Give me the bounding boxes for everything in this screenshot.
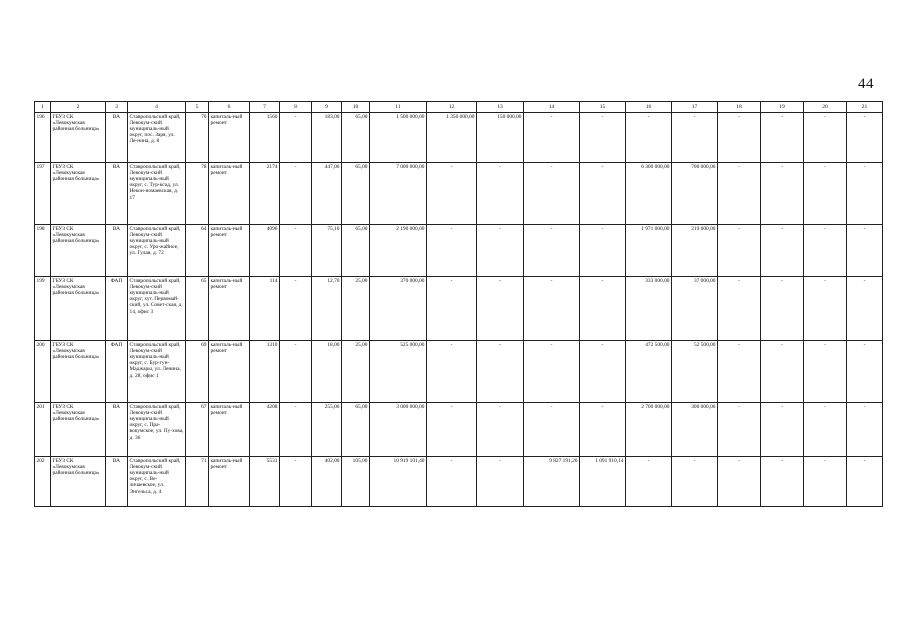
cell-col5: 71 — [186, 457, 209, 507]
cell-col20: - — [804, 457, 847, 507]
organization-cell: ГБУЗ СК «Левокумская районная больница» — [51, 457, 106, 507]
column-header: 16 — [626, 102, 672, 113]
cell-col20: - — [804, 403, 847, 457]
cell-col8: - — [280, 225, 312, 277]
cell-col21: - — [847, 457, 883, 507]
cell-col12: 1 350 000,00 — [427, 113, 477, 163]
work-type-cell: капиталь-ный ремонт — [209, 341, 250, 403]
address-cell: Ставропольский край, Левокум-ский муниципаль-ный округ, с. Бур-гун-Маджары, ул. Ленина, д. 28, офис 1 — [128, 341, 186, 403]
cell-col20: - — [804, 113, 847, 163]
cell-col14: - — [524, 163, 580, 225]
column-header: 19 — [761, 102, 804, 113]
cell-col8: - — [280, 341, 312, 403]
cell-col20: - — [804, 341, 847, 403]
cell-col11: 525 000,00 — [370, 341, 427, 403]
cell-col9: 18,00 — [312, 341, 342, 403]
organization-cell: ГБУЗ СК «Левокумская районная больница» — [51, 225, 106, 277]
cell-col18: - — [718, 113, 761, 163]
facility-type-cell: ВА — [106, 403, 128, 457]
cell-col17: 37 000,00 — [672, 277, 718, 341]
cell-col12: - — [427, 457, 477, 507]
column-header: 13 — [477, 102, 524, 113]
cell-col11: 7 000 000,00 — [370, 163, 427, 225]
cell-col14: 9 827 191,26 — [524, 457, 580, 507]
cell-col16: 2 700 000,00 — [626, 403, 672, 457]
row-number: 200 — [35, 341, 51, 403]
cell-col16: 1 971 000,00 — [626, 225, 672, 277]
cell-col19: - — [761, 225, 804, 277]
facility-type-cell: ФАП — [106, 277, 128, 341]
cell-col13: - — [477, 163, 524, 225]
facility-type-cell: ВА — [106, 113, 128, 163]
table-row — [35, 163, 883, 225]
cell-col5: 78 — [186, 163, 209, 225]
cell-col14: - — [524, 341, 580, 403]
cell-col21: - — [847, 113, 883, 163]
cell-col8: - — [280, 163, 312, 225]
column-header: 12 — [427, 102, 477, 113]
organization-cell: ГБУЗ СК «Левокумская районная больница» — [51, 113, 106, 163]
facility-type-cell: ВА — [106, 163, 128, 225]
row-number: 199 — [35, 277, 51, 341]
cell-col19: - — [761, 277, 804, 341]
row-number: 201 — [35, 403, 51, 457]
cell-col12: - — [427, 341, 477, 403]
cell-col16: 472 500,00 — [626, 341, 672, 403]
cell-col10: 65,00 — [342, 403, 370, 457]
cell-col17: - — [672, 113, 718, 163]
cell-col15: - — [580, 403, 626, 457]
cell-col8: - — [280, 277, 312, 341]
row-number: 202 — [35, 457, 51, 507]
cell-col19: - — [761, 341, 804, 403]
cell-col16: 333 000,00 — [626, 277, 672, 341]
cell-col21: - — [847, 163, 883, 225]
organization-cell: ГБУЗ СК «Левокумская районная больница» — [51, 403, 106, 457]
cell-col17: - — [672, 457, 718, 507]
cell-col18: - — [718, 403, 761, 457]
cell-col13: - — [477, 457, 524, 507]
cell-col17: 700 000,00 — [672, 163, 718, 225]
cell-col11: 370 000,00 — [370, 277, 427, 341]
facility-type-cell: ВА — [106, 457, 128, 507]
work-type-cell: капиталь-ный ремонт — [209, 277, 250, 341]
column-header: 1 — [35, 102, 51, 113]
table-row — [35, 225, 883, 277]
organization-cell: ГБУЗ СК «Левокумская районная больница» — [51, 163, 106, 225]
column-header: 6 — [209, 102, 250, 113]
cell-col17: 300 000,00 — [672, 403, 718, 457]
cell-col10: 25,00 — [342, 277, 370, 341]
work-type-cell: капиталь-ный ремонт — [209, 457, 250, 507]
address-cell: Ставропольский край, Левокум-ский муниципаль-ный округ, хут. Первомай-ский, ул. Совет-ская, д. 14, офис 3 — [128, 277, 186, 341]
cell-col10: 105,00 — [342, 457, 370, 507]
column-header: 11 — [370, 102, 427, 113]
cell-col19: - — [761, 113, 804, 163]
cell-col21: - — [847, 403, 883, 457]
cell-col13: 150 000,00 — [477, 113, 524, 163]
cell-col14: - — [524, 277, 580, 341]
facilities-table — [34, 101, 883, 507]
cell-col9: 75,10 — [312, 225, 342, 277]
cell-col5: 70 — [186, 113, 209, 163]
table-row — [35, 113, 883, 163]
cell-col15: - — [580, 341, 626, 403]
cell-col13: - — [477, 403, 524, 457]
row-number: 196 — [35, 113, 51, 163]
column-header: 10 — [342, 102, 370, 113]
cell-col5: 69 — [186, 341, 209, 403]
table-row — [35, 341, 883, 403]
cell-col9: 447,00 — [312, 163, 342, 225]
cell-col21: - — [847, 225, 883, 277]
address-cell: Ставропольский край, Левокум-ский муниципаль-ный округ, с. Пра-вокумское, ул. Пу-хова, д. 36 — [128, 403, 186, 457]
column-header: 8 — [280, 102, 312, 113]
cell-col9: 255,00 — [312, 403, 342, 457]
work-type-cell: капиталь-ный ремонт — [209, 225, 250, 277]
cell-col21: - — [847, 277, 883, 341]
cell-col11: 2 190 000,00 — [370, 225, 427, 277]
cell-col18: - — [718, 341, 761, 403]
cell-col11: 10 919 101,40 — [370, 457, 427, 507]
column-header: 5 — [186, 102, 209, 113]
cell-col18: - — [718, 277, 761, 341]
cell-col9: 12,70 — [312, 277, 342, 341]
cell-col16: 6 300 000,00 — [626, 163, 672, 225]
cell-col14: - — [524, 113, 580, 163]
cell-col13: - — [477, 341, 524, 403]
table-row — [35, 457, 883, 507]
cell-col17: 52 500,00 — [672, 341, 718, 403]
cell-col5: 64 — [186, 225, 209, 277]
cell-col17: 219 000,00 — [672, 225, 718, 277]
header-row — [35, 102, 883, 113]
cell-col19: - — [761, 163, 804, 225]
cell-col13: - — [477, 225, 524, 277]
work-type-cell: капиталь-ный ремонт — [209, 403, 250, 457]
cell-col18: - — [718, 225, 761, 277]
cell-col16: - — [626, 457, 672, 507]
table-row — [35, 403, 883, 457]
cell-col12: - — [427, 163, 477, 225]
cell-col20: - — [804, 225, 847, 277]
column-header: 21 — [847, 102, 883, 113]
cell-col12: - — [427, 403, 477, 457]
facility-type-cell: ВА — [106, 225, 128, 277]
column-header: 7 — [250, 102, 280, 113]
cell-col15: - — [580, 163, 626, 225]
organization-cell: ГБУЗ СК «Левокумская районная больница» — [51, 341, 106, 403]
cell-col5: 65 — [186, 277, 209, 341]
cell-col12: - — [427, 225, 477, 277]
cell-col7: 1560 — [250, 113, 280, 163]
cell-col8: - — [280, 113, 312, 163]
cell-col10: 25,00 — [342, 341, 370, 403]
cell-col5: 67 — [186, 403, 209, 457]
cell-col15: - — [580, 225, 626, 277]
cell-col21: - — [847, 341, 883, 403]
cell-col10: 65,00 — [342, 163, 370, 225]
cell-col7: 1310 — [250, 341, 280, 403]
cell-col11: 1 500 000,00 — [370, 113, 427, 163]
cell-col7: 4096 — [250, 225, 280, 277]
cell-col9: 402,00 — [312, 457, 342, 507]
cell-col7: 5531 — [250, 457, 280, 507]
row-number: 197 — [35, 163, 51, 225]
column-header: 2 — [51, 102, 106, 113]
cell-col18: - — [718, 163, 761, 225]
cell-col15: - — [580, 113, 626, 163]
column-header: 20 — [804, 102, 847, 113]
column-header: 15 — [580, 102, 626, 113]
cell-col10: 65,00 — [342, 225, 370, 277]
column-header: 18 — [718, 102, 761, 113]
cell-col10: 65,00 — [342, 113, 370, 163]
page-number: 44 — [858, 76, 874, 92]
cell-col14: - — [524, 225, 580, 277]
cell-col7: 2174 — [250, 163, 280, 225]
cell-col8: - — [280, 403, 312, 457]
address-cell: Ставропольский край, Левокум-ский муниципаль-ный округ, пос. Заря, ул. Ле-нина, д. 8 — [128, 113, 186, 163]
column-header: 4 — [128, 102, 186, 113]
cell-col20: - — [804, 163, 847, 225]
cell-col7: 114 — [250, 277, 280, 341]
column-header: 14 — [524, 102, 580, 113]
address-cell: Ставропольский край, Левокум-ский муниципаль-ный округ, с. Уро-жайное, ул. Гулая, д. 72 — [128, 225, 186, 277]
row-number: 198 — [35, 225, 51, 277]
column-header: 3 — [106, 102, 128, 113]
cell-col15: 1 091 910,14 — [580, 457, 626, 507]
cell-col19: - — [761, 403, 804, 457]
cell-col15: - — [580, 277, 626, 341]
column-header: 9 — [312, 102, 342, 113]
cell-col14: - — [524, 403, 580, 457]
facility-type-cell: ФАП — [106, 341, 128, 403]
address-cell: Ставропольский край, Левокум-ский муниципаль-ный округ, с. Ве-личаевское, ул. Энгельса, д. 4 — [128, 457, 186, 507]
work-type-cell: капиталь-ный ремонт — [209, 113, 250, 163]
table-row — [35, 277, 883, 341]
cell-col18: - — [718, 457, 761, 507]
cell-col8: - — [280, 457, 312, 507]
cell-col12: - — [427, 277, 477, 341]
cell-col9: 183,00 — [312, 113, 342, 163]
cell-col19: - — [761, 457, 804, 507]
work-type-cell: капиталь-ный ремонт — [209, 163, 250, 225]
cell-col20: - — [804, 277, 847, 341]
column-header: 17 — [672, 102, 718, 113]
cell-col11: 3 000 000,00 — [370, 403, 427, 457]
organization-cell: ГБУЗ СК «Левокумская районная больница» — [51, 277, 106, 341]
address-cell: Ставропольский край, Левокум-ский муниципаль-ный округ, с. Тур-ксад, ул. Некон-номаевская, д. 17 — [128, 163, 186, 225]
cell-col13: - — [477, 277, 524, 341]
cell-col7: 4208 — [250, 403, 280, 457]
cell-col16: - — [626, 113, 672, 163]
